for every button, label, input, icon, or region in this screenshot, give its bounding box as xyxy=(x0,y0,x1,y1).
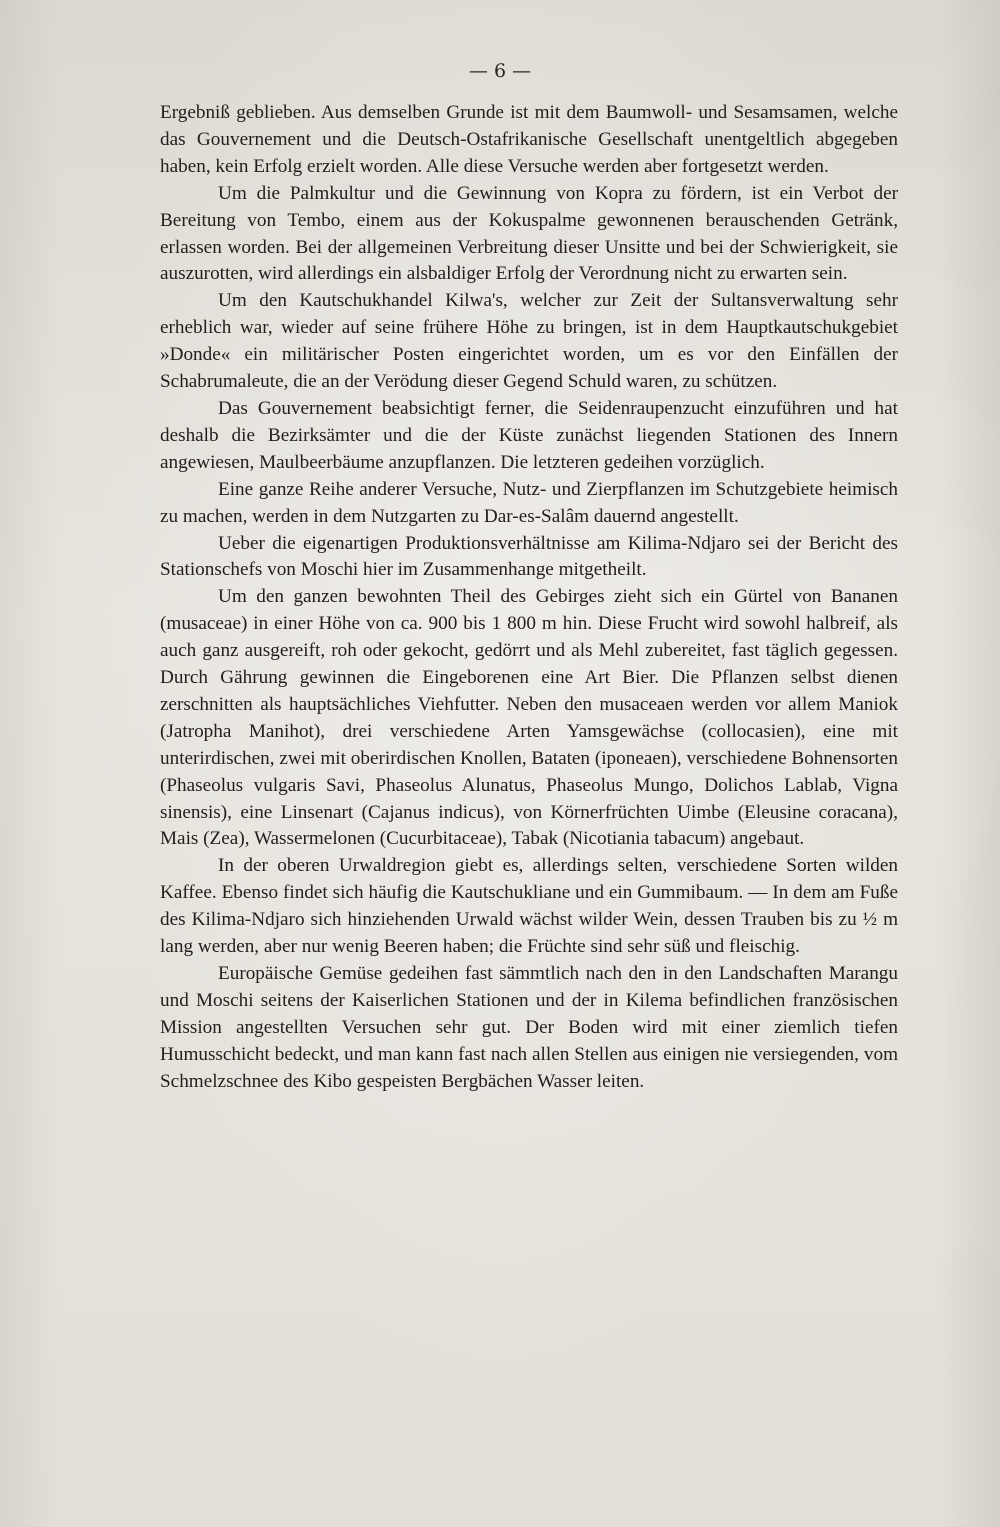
paragraph-5: Eine ganze Reihe anderer Versuche, Nutz- und Zierpflanzen im Schutzgebiete heimisch zu machen, werden in dem Nutzgarten zu Dar-es-Salâm dauernd angestellt. xyxy=(160,478,898,527)
paragraph-9: Europäische Gemüse gedeihen fast sämmtlich nach den in den Landschaften Marangu und Moschi seitens der Kaiserlichen Stationen und der in Kilema befindlichen französischen Mission angestellten Versuchen sehr gut. Der Boden wird mit einer ziemlich tiefen Humusschicht bedeckt, und man kann fast nach allen Stellen aus einigen nie versiegenden, vom Schmelzschnee des Kibo gespeisten Bergbächen Wasser leiten. xyxy=(160,963,898,1092)
paragraph-4: Das Gouvernement beabsichtigt ferner, die Seidenraupenzucht einzuführen und hat deshalb die Bezirksämter und die der Küste zunächst liegenden Stationen des Innern angewiesen, Maulbeerbäume anzupflanzen. Die letzteren gedeihen vorzüglich. xyxy=(160,397,898,473)
page-number: — 6 — xyxy=(468,60,532,82)
paragraph-1: Ergebniß geblieben. Aus demselben Grunde ist mit dem Baumwoll- und Sesamsamen, welche das Gouvernement und die Deutsch-Ostafrikanische Gesellschaft unentgeltlich abgegeben haben, kein Erfolg erzielt worden. Alle diese Versuche werden aber fortgesetzt werden. xyxy=(160,102,898,177)
paragraph-8: In der oberen Urwaldregion giebt es, allerdings selten, verschiedene Sorten wilden Kaffee. Ebenso findet sich häufig die Kautschukliane und ein Gummibaum. — In dem am Fuße des Kilima-Ndjaro sich hinziehenden Urwald wächst wilder Wein, dessen Trauben bis zu ½ m lang werden, aber nur wenig Beeren haben; die Früchte sind sehr süß und fleischig. xyxy=(160,855,898,958)
body-text xyxy=(160,100,898,1096)
paragraph-7: Um den ganzen bewohnten Theil des Gebirges zieht sich ein Gürtel von Bananen (musaceae) in einer Höhe von ca. 900 bis 1 800 m hin. Diese Frucht wird sowohl halbreif, als auch ganz ausgereift, roh oder gekocht, gedörrt und als Mehl zubereitet, fast täglich gegessen. Durch Gährung gewinnen die Eingeborenen eine Art Bier. Die Pflanzen selbst dienen zerschnitten als hauptsächliches Viehfutter. Neben den musaceaen werden vor allem Maniok (Jatropha Manihot), drei verschiedene Arten Yamsgewächse (collocasien), eine mit unterirdischen, zwei mit oberirdischen Knollen, Bataten (iponeaen), verschiedene Bohnensorten (Phaseolus vulgaris Savi, Phaseolus Alunatus, Phaseolus Mungo, Dolichos Lablab, Vigna sinensis), eine Linsenart (Cajanus indicus), von Körnerfrüchten Uimbe (Eleusine coracana), Mais (Zea), Wassermelonen (Cucurbitaceae), Tabak (Nicotiania tabacum) angebaut. xyxy=(160,586,898,850)
paragraph-3: Um den Kautschukhandel Kilwa's, welcher zur Zeit der Sultansverwaltung sehr erheblich war, wieder auf seine frühere Höhe zu bringen, ist in dem Hauptkautschukgebiet »Donde« ein militärischer Posten eingerichtet worden, um es vor den Einfällen der Schabrumaleute, die an der Verödung dieser Gegend Schuld waren, zu schützen. xyxy=(160,290,898,393)
paragraph-2: Um die Palmkultur und die Gewinnung von Kopra zu fördern, ist ein Verbot der Bereitung von Tembo, einem aus der Kokuspalme gewonnenen berauschenden Getränk, erlassen worden. Bei der allgemeinen Verbreitung dieser Unsitte und bei der Schwierigkeit, sie auszurotten, wird allerdings ein alsbaldiger Erfolg der Verordnung nicht zu erwarten sein. xyxy=(160,182,898,285)
paragraph-6: Ueber die eigenartigen Produktionsverhältnisse am Kilima-Ndjaro sei der Bericht des Stationschefs von Moschi hier im Zusammenhange mitgetheilt. xyxy=(160,532,898,581)
